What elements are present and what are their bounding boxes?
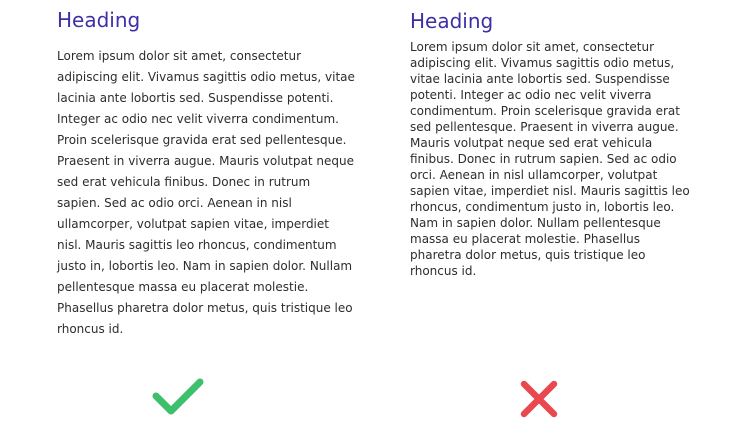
check-icon: [150, 376, 206, 418]
check-mark-stroke: [156, 382, 200, 411]
cross-icon: [518, 378, 560, 420]
bad-example-paragraph: Lorem ipsum dolor sit amet, consectetur adipiscing elit. Vivamus sagittis odio metus, vitae lacinia ante lobortis sed. Suspendisse potenti. Integer ac odio nec velit viverra condimentum. Proin scelerisque gravida erat sed pellentesque. Praesent in viverra augue. Mauris volutpat neque sed erat vehicula finibus. Donec in rutrum sapien. Sed ac odio orci. Aenean in nisl ullamcorper, volutpat sapien vitae, imperdiet nisl. Mauris sagittis leo rhoncus, condimentum justo in, lobortis leo. Nam in sapien dolor. Nullam pellentesque massa eu placerat molestie. Phasellus pharetra dolor metus, quis tristique leo rhoncus id.: [410, 40, 690, 278]
good-example-paragraph: Lorem ipsum dolor sit amet, consectetur adipiscing elit. Vivamus sagittis odio metus, vitae lacinia ante lobortis sed. Suspendisse potenti. Integer ac odio nec velit viverra condimentum. Proin scelerisque gravida erat sed pellentesque. Praesent in viverra augue. Mauris volutpat neque sed erat vehicula finibus. Donec in rutrum sapien. Sed ac odio orci. Aenean in nisl ullamcorper, volutpat sapien vitae, imperdiet nisl. Mauris sagittis leo rhoncus, condimentum justo in, lobortis leo. Nam in sapien dolor. Nullam pellentesque massa eu placerat molestie. Phasellus pharetra dolor metus, quis tristique leo rhoncus id.: [57, 49, 355, 336]
bad-example-column: [410, 0, 695, 279]
good-example-heading: Heading: [57, 8, 141, 32]
bad-example-heading: Heading: [410, 9, 494, 33]
good-example-column: [57, 0, 357, 340]
